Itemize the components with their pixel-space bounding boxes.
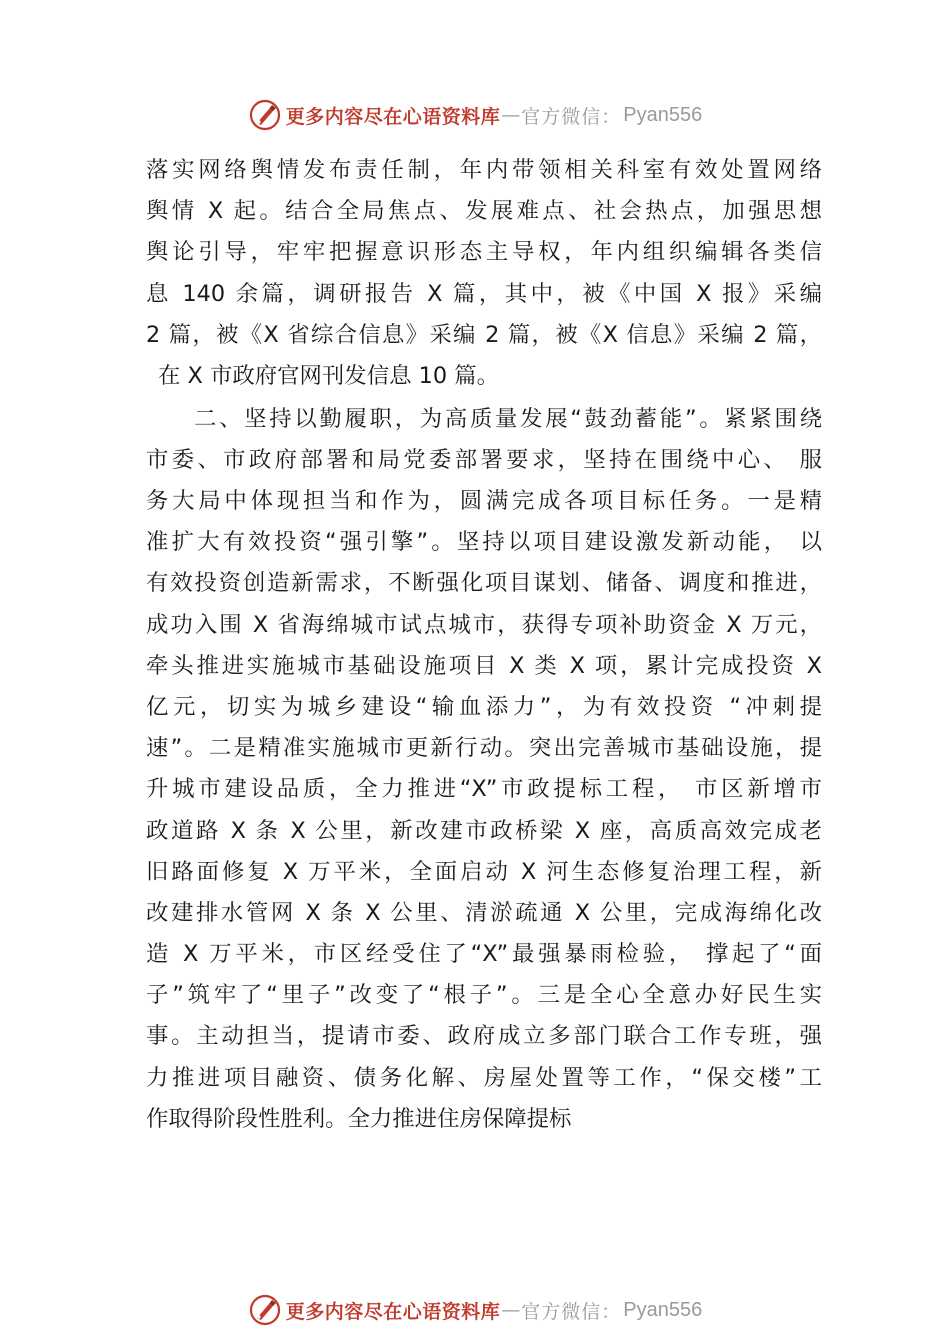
text-line: 造 X 万平米，市区经受住了“X”最强暴雨检验， 撑起了“面 [146,941,822,968]
text-line: 有效投资创造新需求，不断强化项目谋划、储备、调度和推进， [146,570,822,597]
text-line: 市委、市政府部署和局党委部署要求，坚持在围绕中心、 服 [146,446,822,473]
text-line: 息 140 余篇，调研报告 X 篇，其中，被《中国 X 报》采编 [146,280,822,307]
banner-wechat-label: 官方微信： [521,105,622,128]
text-line: 舆论引导，牢牢把握意识形态主导权，年内组织编辑各类信 [146,239,822,266]
text-line: 成功入围 X 省海绵城市试点城市，获得专项补助资金 X 万元， [146,611,822,638]
header-banner [0,95,950,135]
text-line: 力推进项目融资、债务化解、房屋处置等工作，“保交楼”工 [146,1064,822,1091]
paragraph-2 [146,399,822,1140]
footer-banner [0,1290,950,1330]
text-line: 务大局中体现担当和作为，圆满完成各项目标任务。一是精 [146,488,822,514]
text-line: 在 X 市政府官网刊发信息 10 篇。 [158,362,499,389]
banner-slogan: 更多内容尽在心语资料库 [285,1300,501,1323]
text-line: 牵头推进实施城市基础设施项目 X 类 X 项，累计完成投资 X [146,652,822,679]
pen-nib-seal-icon [248,1293,282,1327]
text-line: 政道路 X 条 X 公里，新改建市政桥梁 X 座，高质高效完成老 [146,817,822,844]
text-line: 二、坚持以勤履职，为高质量发展“鼓劲蓄能”。紧紧围绕 [194,405,822,432]
text-line: 2 篇，被《X 省综合信息》采编 2 篇，被《X 信息》采编 2 篇， [146,321,822,348]
text-line: 准扩大有效投资“强引擎”。坚持以项目建设激发新动能， 以 [146,529,822,556]
document-body [146,150,822,1140]
banner-wechat-id: Pyan556 [623,1298,703,1321]
text-line: 速”。二是精准实施城市更新行动。突出完善城市基础设施，提 [146,735,822,762]
banner-separator: — [501,104,521,126]
text-line: 子”筑牢了“里子”改变了“根子”。三是全心全意办好民生实 [146,982,822,1009]
text-line: 改建排水管网 X 条 X 公里、清淤疏通 X 公里，完成海绵化改 [146,899,822,926]
text-line: 旧路面修复 X 万平米，全面启动 X 河生态修复治理工程，新 [146,858,822,885]
banner-slogan: 更多内容尽在心语资料库 [285,105,501,128]
banner-separator: — [501,1299,521,1321]
text-line: 亿元，切实为城乡建设“输血添力”，为有效投资 “冲刺提 [146,693,822,720]
text-line: 升城市建设品质，全力推进“X”市政提标工程， 市区新增市 [146,776,822,803]
banner-wechat-id: Pyan556 [623,103,703,126]
paragraph-1 [146,150,822,397]
pen-nib-seal-icon [248,98,282,132]
text-line: 舆情 X 起。结合全局焦点、发展难点、社会热点，加强思想 [146,198,822,225]
text-line: 作取得阶段性胜利。全力推进住房保障提标 [146,1105,572,1132]
text-line: 事。主动担当，提请市委、政府成立多部门联合工作专班，强 [146,1023,822,1050]
text-line: 落实网络舆情发布责任制，年内带领相关科室有效处置网络 [146,157,822,183]
banner-wechat-label: 官方微信： [521,1300,622,1323]
